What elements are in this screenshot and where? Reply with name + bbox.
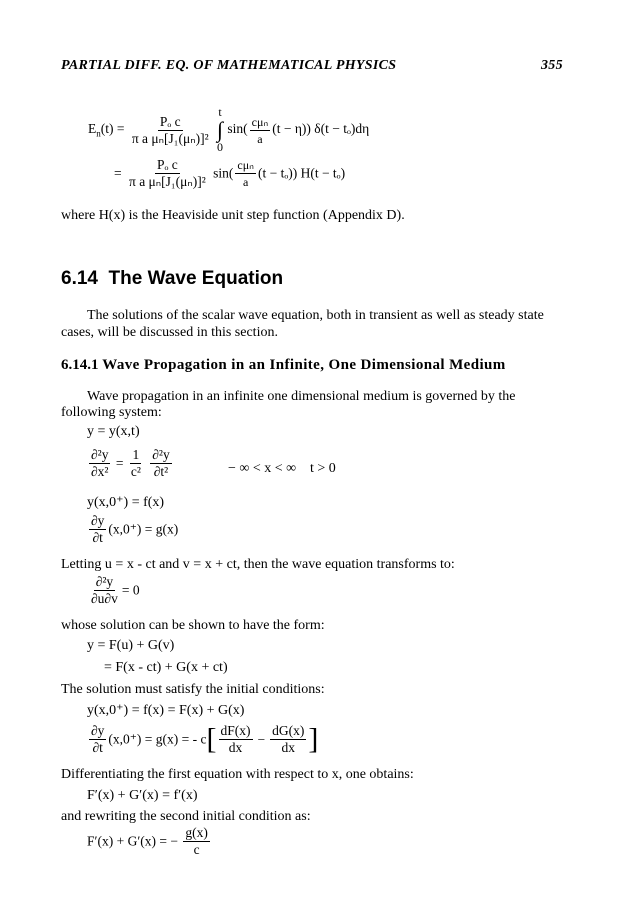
subsection-paragraph-line2: following system: [61,405,162,420]
fraction-numerator: ∂²y [91,447,109,462]
pde-rest: = 0 [121,582,140,598]
fraction-denominator: π a μₙ[J₁(μₙ)]² [129,174,206,189]
ic2-rest: (x,0⁺) = g(x) [108,521,179,537]
fraction-numerator: Pₒ c [159,113,181,129]
fraction-numerator: ∂²y [95,574,114,589]
inner-denominator: a [243,175,249,189]
fraction-denominator: c [193,842,200,857]
integral-upper-limit: t [218,105,222,119]
section-paragraph-line1: The solutions of the scalar wave equation, both in transient as well as steady state [87,308,544,323]
inner-denominator: a [257,131,263,146]
equation-en-result [114,158,345,189]
fraction-denominator: ∂t² [153,464,169,479]
equals-sign: = [115,455,124,471]
condition-2: $\frac{\partial y}{\partial t}$ (x,0⁺) = g(x) = - c[ $\frac{dF(x)}{dx}$ − $\frac{dG(x)}{dx}$ ] [91,722,319,756]
page-number: 355 [541,58,563,73]
fraction-dg-dx [270,724,306,755]
rewrite-text: and rewriting the second initial condition as: [61,809,311,824]
section-paragraph-line2: cases, will be discussed in this section. [61,325,278,340]
inner-numerator: cμₙ [237,158,254,172]
fraction-numerator: ∂y [91,513,105,528]
cond2-middle: (x,0⁺) = g(x) = - c [108,731,207,747]
equation-y-definition: y = y(x,t) [87,424,140,439]
inner-numerator: cμₙ [251,114,269,129]
minus-sign: − [257,731,266,747]
fraction-numerator: g(x) [185,825,208,840]
fraction-denominator: ∂t [92,530,103,545]
initial-condition-1: y(x,0⁺) = f(x) [87,495,165,510]
fraction-numerator: ∂²y [152,447,170,462]
derivative-equation: F′(x) + G′(x) = f′(x) [87,788,198,803]
range-t: t > 0 [310,461,336,476]
subsection-title: Wave Propagation in an Infinite, One Dimensional Medium [102,357,506,373]
fraction-denominator: π a μₙ[J₁(μₙ)]² [131,130,209,146]
transform-intro: Letting u = x - ct and v = x + ct, then the wave equation transforms to: [61,557,455,572]
equation-en-integral [88,105,369,155]
en-symbol: E [88,121,97,137]
must-satisfy-text: The solution must satisfy the initial conditions: [61,682,325,697]
en-arg: (t) = [100,121,125,137]
final-lhs: F′(x) + G′(x) = − [87,833,178,849]
section-title: The Wave Equation [108,268,284,289]
fraction-numerator: ∂y [91,723,105,738]
differentiating-text: Differentiating the first equation with respect to x, one obtains: [61,767,414,782]
equals-sign: = [114,165,122,181]
fraction-dy-dt-2 [89,724,106,755]
heaviside-note: where H(x) is the Heaviside unit step function (Appendix D). [61,208,405,223]
sin-suffix: (t − tₒ)) H(t − tₒ) [257,165,346,181]
solution-line-1: y = F(u) + G(v) [87,638,175,653]
fraction-numerator: 1 [132,447,140,462]
fraction-d2y-dt2 [150,448,171,479]
subsection-number: 6.14.1 [61,357,99,373]
fraction-c-mu-over-a [250,115,271,146]
fraction-d2y-dx2 [89,448,110,479]
fraction-denominator: ∂x² [91,464,109,479]
en-subscript: n [96,128,101,139]
subsection-paragraph-line1: Wave propagation in an infinite one dimensional medium is governed by the [87,389,516,404]
fraction-denominator: ∂t [92,740,103,755]
equation-wave [87,448,174,479]
fraction-denominator: ∂u∂v [91,591,118,606]
fraction-denominator: dx [281,740,295,755]
fraction-denominator: dx [228,740,243,755]
section-heading [61,268,283,290]
initial-condition-2 [87,514,178,545]
subsection-heading [61,357,506,374]
fraction-numerator: dG(x) [272,723,305,738]
fraction-po-c-2 [127,158,208,189]
fraction-df-dx [219,724,253,755]
fraction-po-c [130,115,211,146]
integrand-prefix: sin( [227,121,248,137]
final-equation [87,826,212,857]
fraction-denominator: c² [130,464,141,479]
integral-lower-limit: 0 [217,140,224,154]
fraction-g-over-c [183,826,210,857]
fraction-numerator: Pₒ c [157,157,178,172]
equation-transformed [87,575,140,606]
fraction-numerator: dF(x) [220,723,251,738]
fraction-one-over-c2 [129,448,143,479]
integral-sign: t ∫ 0 [217,105,224,154]
fraction-dy-dt [89,514,106,545]
fraction-c-mu-over-a-2 [235,158,256,189]
condition-1: y(x,0⁺) = f(x) = F(x) + G(x) [87,703,245,718]
range-x: − ∞ < x < ∞ [228,461,297,476]
running-title: PARTIAL DIFF. EQ. OF MATHEMATICAL PHYSICS [61,58,397,73]
fraction-d2y-dudv [89,575,120,606]
solution-text: whose solution can be shown to have the form: [61,618,325,633]
section-number: 6.14 [61,268,98,289]
integrand-suffix: (t − η)) δ(t − tₒ)dη [272,121,370,137]
sin-prefix: sin( [213,165,234,181]
solution-line-2: = F(x - ct) + G(x + ct) [104,660,228,675]
